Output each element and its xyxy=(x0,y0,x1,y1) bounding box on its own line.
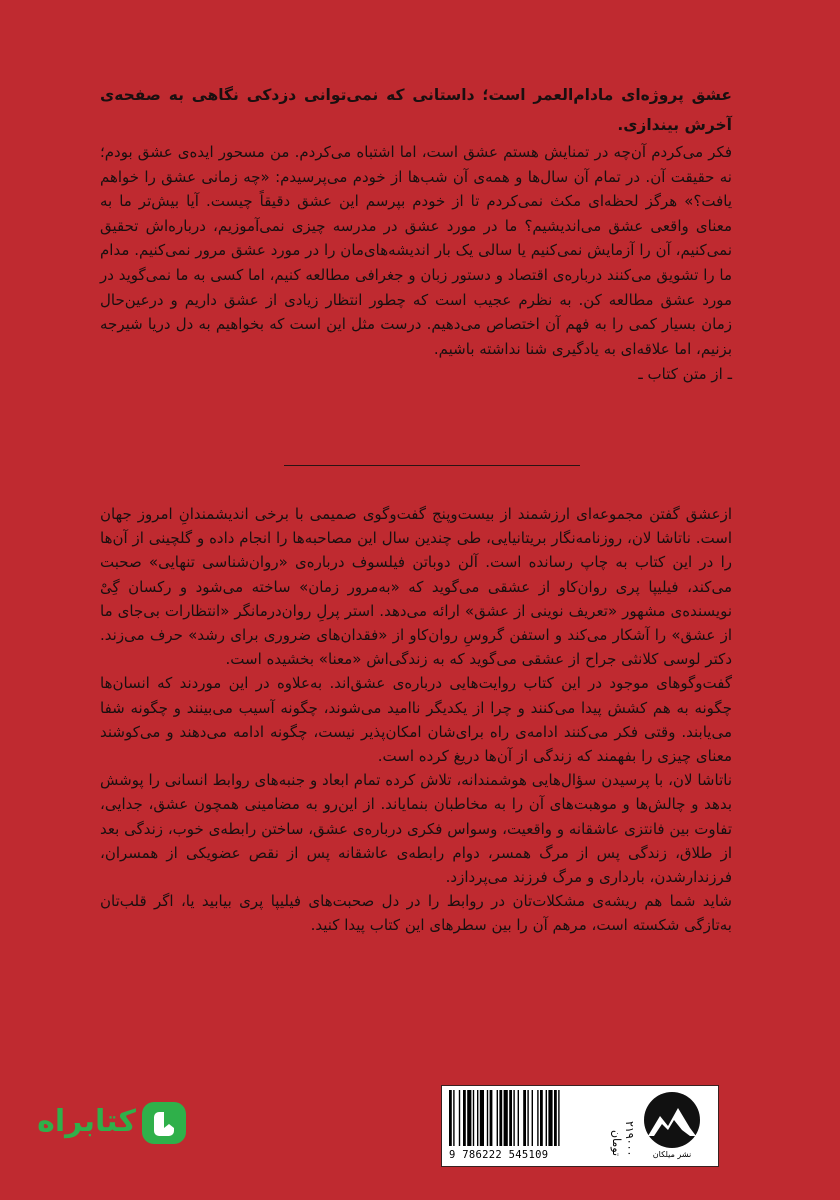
barcode-bar xyxy=(532,1090,533,1146)
description-paragraph-3: ناتاشا لان، با پرسیدن سؤال‌هایی هوشمندانه، تلاش کرده تمام ابعاد و جنبه‌های روابط انسانی را پوشش بدهد و چالش‌ها و موهبت‌های آن را به مخاطبان بنمایاند. از این‌رو به مضامینی همچون عشق، جدایی، تفاوت بین فانتزی عاشقانه و واقعیت، وسواس فکری درباره‌ی عشق، ساختن رابطه‌ی خوب، زندگی بعد از طلاق، زندگی پس از مرگ همسر، دوام رابطه‌ی عاشقانه پس از نقص عضویکی از همسران، فرزندارشدن، بارداری و مرگ فرزند می‌پردازد. xyxy=(100,771,732,887)
barcode-bar xyxy=(463,1090,466,1146)
bookmark-logo-icon xyxy=(140,1098,188,1148)
barcode-bar xyxy=(540,1090,543,1146)
price-label: ۲۱۹۰۰۰ تومان xyxy=(610,1120,636,1156)
isbn-number: 9 786222 545109 xyxy=(449,1149,549,1161)
excerpt-source: ـ از متن کتاب ـ xyxy=(638,365,732,384)
barcode-bar xyxy=(499,1090,502,1146)
barcode-bar xyxy=(546,1090,547,1146)
barcode-bar xyxy=(509,1090,512,1146)
description-paragraph-1: ازعشق گفتن مجموعه‌ای ارزشمند از بیست‌وپنج گفت‌وگوی صمیمی با برخی اندیشمندانِ امروز جهان است. ناتاشا لان، روزنامه‌نگار بریتانیایی، طی چندین سال این مصاحبه‌ها را انجام داده و گلچینی از آن‌ها را در این کتاب به چاپ رسانده است. آلن دوباتن فیلسوف درباره‌ی «روان‌شناسی تنهایی» صحبت می‌کند، فیلیپا پری روان‌کاو از عشقی می‌گوید که «به‌مرور زمان» ساخته می‌شود و رکسان گِیْ نویسنده‌ی مشهور «تعریف نوینی از عشق» ارائه می‌دهد. استر پرلِ روان‌درمانگر «انتظارات بی‌جای ما از عشق» را آشکار می‌کند و استفن گروسِ روان‌کاو از «فقدان‌های ضروری برای رشد» حرف می‌زند. دکتر لوسی کلانثی جراح از عشقی می‌گوید که به زندگی‌اش «معنا» بخشیده است. xyxy=(100,505,732,669)
publisher-name: نشر میلکان xyxy=(652,1150,692,1159)
store-logo xyxy=(28,1098,188,1150)
barcode-bar xyxy=(518,1090,519,1146)
store-name: کتابراه xyxy=(37,1104,136,1139)
description-paragraph-4: شاید شما هم ریشه‌ی مشکلات‌تان در روابط را در دل صحبت‌های فیلیپا پری بیابید یا، اگر قلب‌تان به‌تازگی شکسته است، مرهم آن را بین سطرهای این کتاب پیدا کنید. xyxy=(100,892,732,935)
barcode-bar xyxy=(459,1090,460,1146)
barcode-bar xyxy=(467,1090,471,1146)
barcode-bar xyxy=(480,1090,484,1146)
barcode-bar xyxy=(537,1090,538,1146)
barcode-bar xyxy=(453,1090,454,1146)
barcode-bar xyxy=(548,1090,552,1146)
isbn-barcode xyxy=(447,1090,601,1146)
barcode-bar xyxy=(558,1090,559,1146)
excerpt-section xyxy=(100,80,732,387)
barcode-bar xyxy=(477,1090,478,1146)
description-paragraph-2: گفت‌وگوهای موجود در این کتاب روایت‌هایی درباره‌ی عشق‌اند. به‌علاوه در این موردند که انسان‌ها چگونه به هم کشش پیدا می‌کنند و چرا از یکدیگر ناامید می‌شوند، چگونه آسیب می‌بینند و چگونه شفا می‌یابند. وقتی فکر می‌کنند ادامه‌ی راه برای‌شان امکان‌پذیر نیست، چگونه ادامه می‌دهند و می‌کوشند معنای چیزی را بفهمند که زندگی از آن‌ها دریغ کرده است. xyxy=(100,674,732,766)
barcode-bar xyxy=(513,1090,514,1146)
barcode-bar xyxy=(449,1090,452,1146)
barcode-bar xyxy=(497,1090,498,1146)
barcode-bar xyxy=(487,1090,488,1146)
barcode-bar xyxy=(490,1090,493,1146)
section-divider xyxy=(284,465,580,466)
barcode-bar xyxy=(473,1090,474,1146)
excerpt-body: فکر می‌کردم آن‌چه در تمنایش هستم عشق است، اما اشتباه می‌کردم. من مسحور ایده‌ی عشق بودم؛ نه حقیقت آن. در تمام آن سال‌ها و همه‌ی آن شب‌ها از خودم می‌پرسیدم: «چه زمانی عشق را خواهم یافت؟» هرگز لحظه‌ای مکث نمی‌کردم تا از خودم بپرسم این عشق دقیقاً چیست. آیا بیش‌تر ما به معنای واقعی عشق می‌اندیشیم؟ ما در مورد عشق در مدرسه چیزی نمی‌آموزیم، درباره‌اش تحقیق نمی‌کنیم، آن را آزمایش نمی‌کنیم یا سالی یک بار اندیشه‌های‌مان را در مورد عشق مرور نمی‌کنیم. مدام ما را تشویق می‌کنند درباره‌ی اقتصاد و دستور زبان و جغرافی مطالعه کنیم، اما کسی به ما نمی‌گوید در مورد عشق مطالعه کن. به نظرم عجیب است که چطور انتظار زیادی از عشق داریم و درعین‌حال زمان بسیار کمی را به فهم آن اختصاص می‌دهیم. درست مثل این است که بخواهیم به دل دریا شیرجه بزنیم، اما علاقه‌ای به یادگیری شنا نداشته باشیم. xyxy=(100,143,732,358)
barcode-bar xyxy=(554,1090,557,1146)
barcode-bar xyxy=(504,1090,508,1146)
excerpt-title: عشق پروژه‌ای مادام‌العمر است؛ داستانی که نمی‌توانی دزدکی نگاهی به صفحه‌ی آخرش بیندازی. xyxy=(100,86,732,134)
description-section xyxy=(100,502,732,938)
barcode-bar xyxy=(527,1090,528,1146)
barcode-bar xyxy=(523,1090,526,1146)
